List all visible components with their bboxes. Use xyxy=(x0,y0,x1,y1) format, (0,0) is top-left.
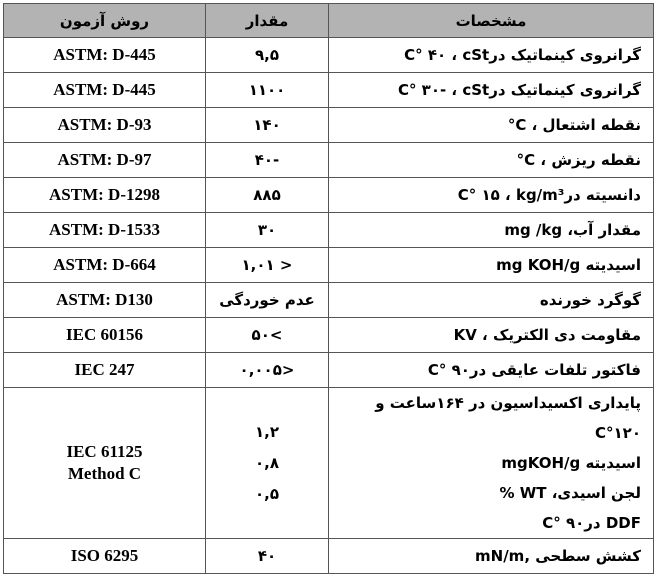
value-cell: ۸۸۵ xyxy=(206,178,329,213)
property-cell: نقطه اشتعال ، C° xyxy=(329,108,654,143)
oxidation-ddf-label: DDF درC° ۹۰ xyxy=(542,514,641,532)
header-value: مقدار xyxy=(206,4,329,38)
specifications-table xyxy=(3,3,654,574)
table-row xyxy=(4,143,654,178)
table-row xyxy=(4,539,654,574)
method-cell: ISO 6295 xyxy=(4,539,206,574)
oxidation-acidity-label: اسیدیته mgKOH/g xyxy=(501,454,641,472)
oxidation-property-cell xyxy=(329,388,654,539)
header-property: مشخصات xyxy=(329,4,654,38)
method-cell: ASTM: D-445 xyxy=(4,38,206,73)
oxidation-method-variant: Method C xyxy=(67,464,142,483)
value-cell: ۳۰ xyxy=(206,213,329,248)
oxidation-method-cell xyxy=(4,388,206,539)
value-cell: ۴۰ xyxy=(206,539,329,574)
table-row xyxy=(4,318,654,353)
property-cell: مقاومت دی الکتریک ، KV xyxy=(329,318,654,353)
oxidation-value-cell xyxy=(206,388,329,539)
header-method: روش آزمون xyxy=(4,4,206,38)
oxidation-method-standard: IEC 61125 xyxy=(66,442,143,461)
oxidation-title: پایداری اکسیداسیون در ۱۶۴ساعت و C°۱۲۰ xyxy=(375,394,641,442)
property-cell: گرانروی کینماتیک درC° ۴۰ ، cSt xyxy=(329,38,654,73)
value-cell: >۵۰ xyxy=(206,318,329,353)
value-cell: ۱۴۰ xyxy=(206,108,329,143)
table-row xyxy=(4,248,654,283)
method-cell: ASTM: D-1298 xyxy=(4,178,206,213)
property-cell: نقطه ریزش ، C° xyxy=(329,143,654,178)
table-row xyxy=(4,283,654,318)
table-row xyxy=(4,108,654,143)
method-cell: ASTM: D-97 xyxy=(4,143,206,178)
value-cell: < ۱,۰۱ xyxy=(206,248,329,283)
table-row xyxy=(4,178,654,213)
method-cell: ASTM: D-93 xyxy=(4,108,206,143)
property-cell: اسیدیته mg KOH/g xyxy=(329,248,654,283)
property-cell: گوگرد خورنده xyxy=(329,283,654,318)
table-row xyxy=(4,353,654,388)
method-cell: ASTM: D-664 xyxy=(4,248,206,283)
method-cell: IEC 247 xyxy=(4,353,206,388)
property-cell: کشش سطحی ,mN/m xyxy=(329,539,654,574)
value-cell: ۹,۵ xyxy=(206,38,329,73)
oxidation-ddf-value: ۰,۵ xyxy=(254,484,279,503)
oxidation-sludge-value: ۰,۸ xyxy=(254,453,279,472)
method-cell: IEC 60156 xyxy=(4,318,206,353)
oxidation-stability-row xyxy=(4,388,654,539)
table-row xyxy=(4,38,654,73)
value-cell: عدم خوردگی xyxy=(206,283,329,318)
property-cell: دانسیته درC° ۱۵ ، kg/m³ xyxy=(329,178,654,213)
table-row xyxy=(4,213,654,248)
property-cell: گرانروی کینماتیک درC° ۳۰- ، cSt xyxy=(329,73,654,108)
oxidation-acidity-value: ۱,۲ xyxy=(254,422,279,441)
value-cell: ۱۱۰۰ xyxy=(206,73,329,108)
property-cell: مقدار آب، mg /kg xyxy=(329,213,654,248)
table-row xyxy=(4,73,654,108)
header-row xyxy=(4,4,654,38)
method-cell: ASTM: D-1533 xyxy=(4,213,206,248)
value-cell: -۴۰ xyxy=(206,143,329,178)
property-cell: فاکتور تلفات عایقی درC° ۹۰ xyxy=(329,353,654,388)
value-cell: <۰,۰۰۵ xyxy=(206,353,329,388)
method-cell: ASTM: D-445 xyxy=(4,73,206,108)
method-cell: ASTM: D130 xyxy=(4,283,206,318)
oxidation-sludge-label: لجن اسیدی، WT % xyxy=(499,484,641,502)
